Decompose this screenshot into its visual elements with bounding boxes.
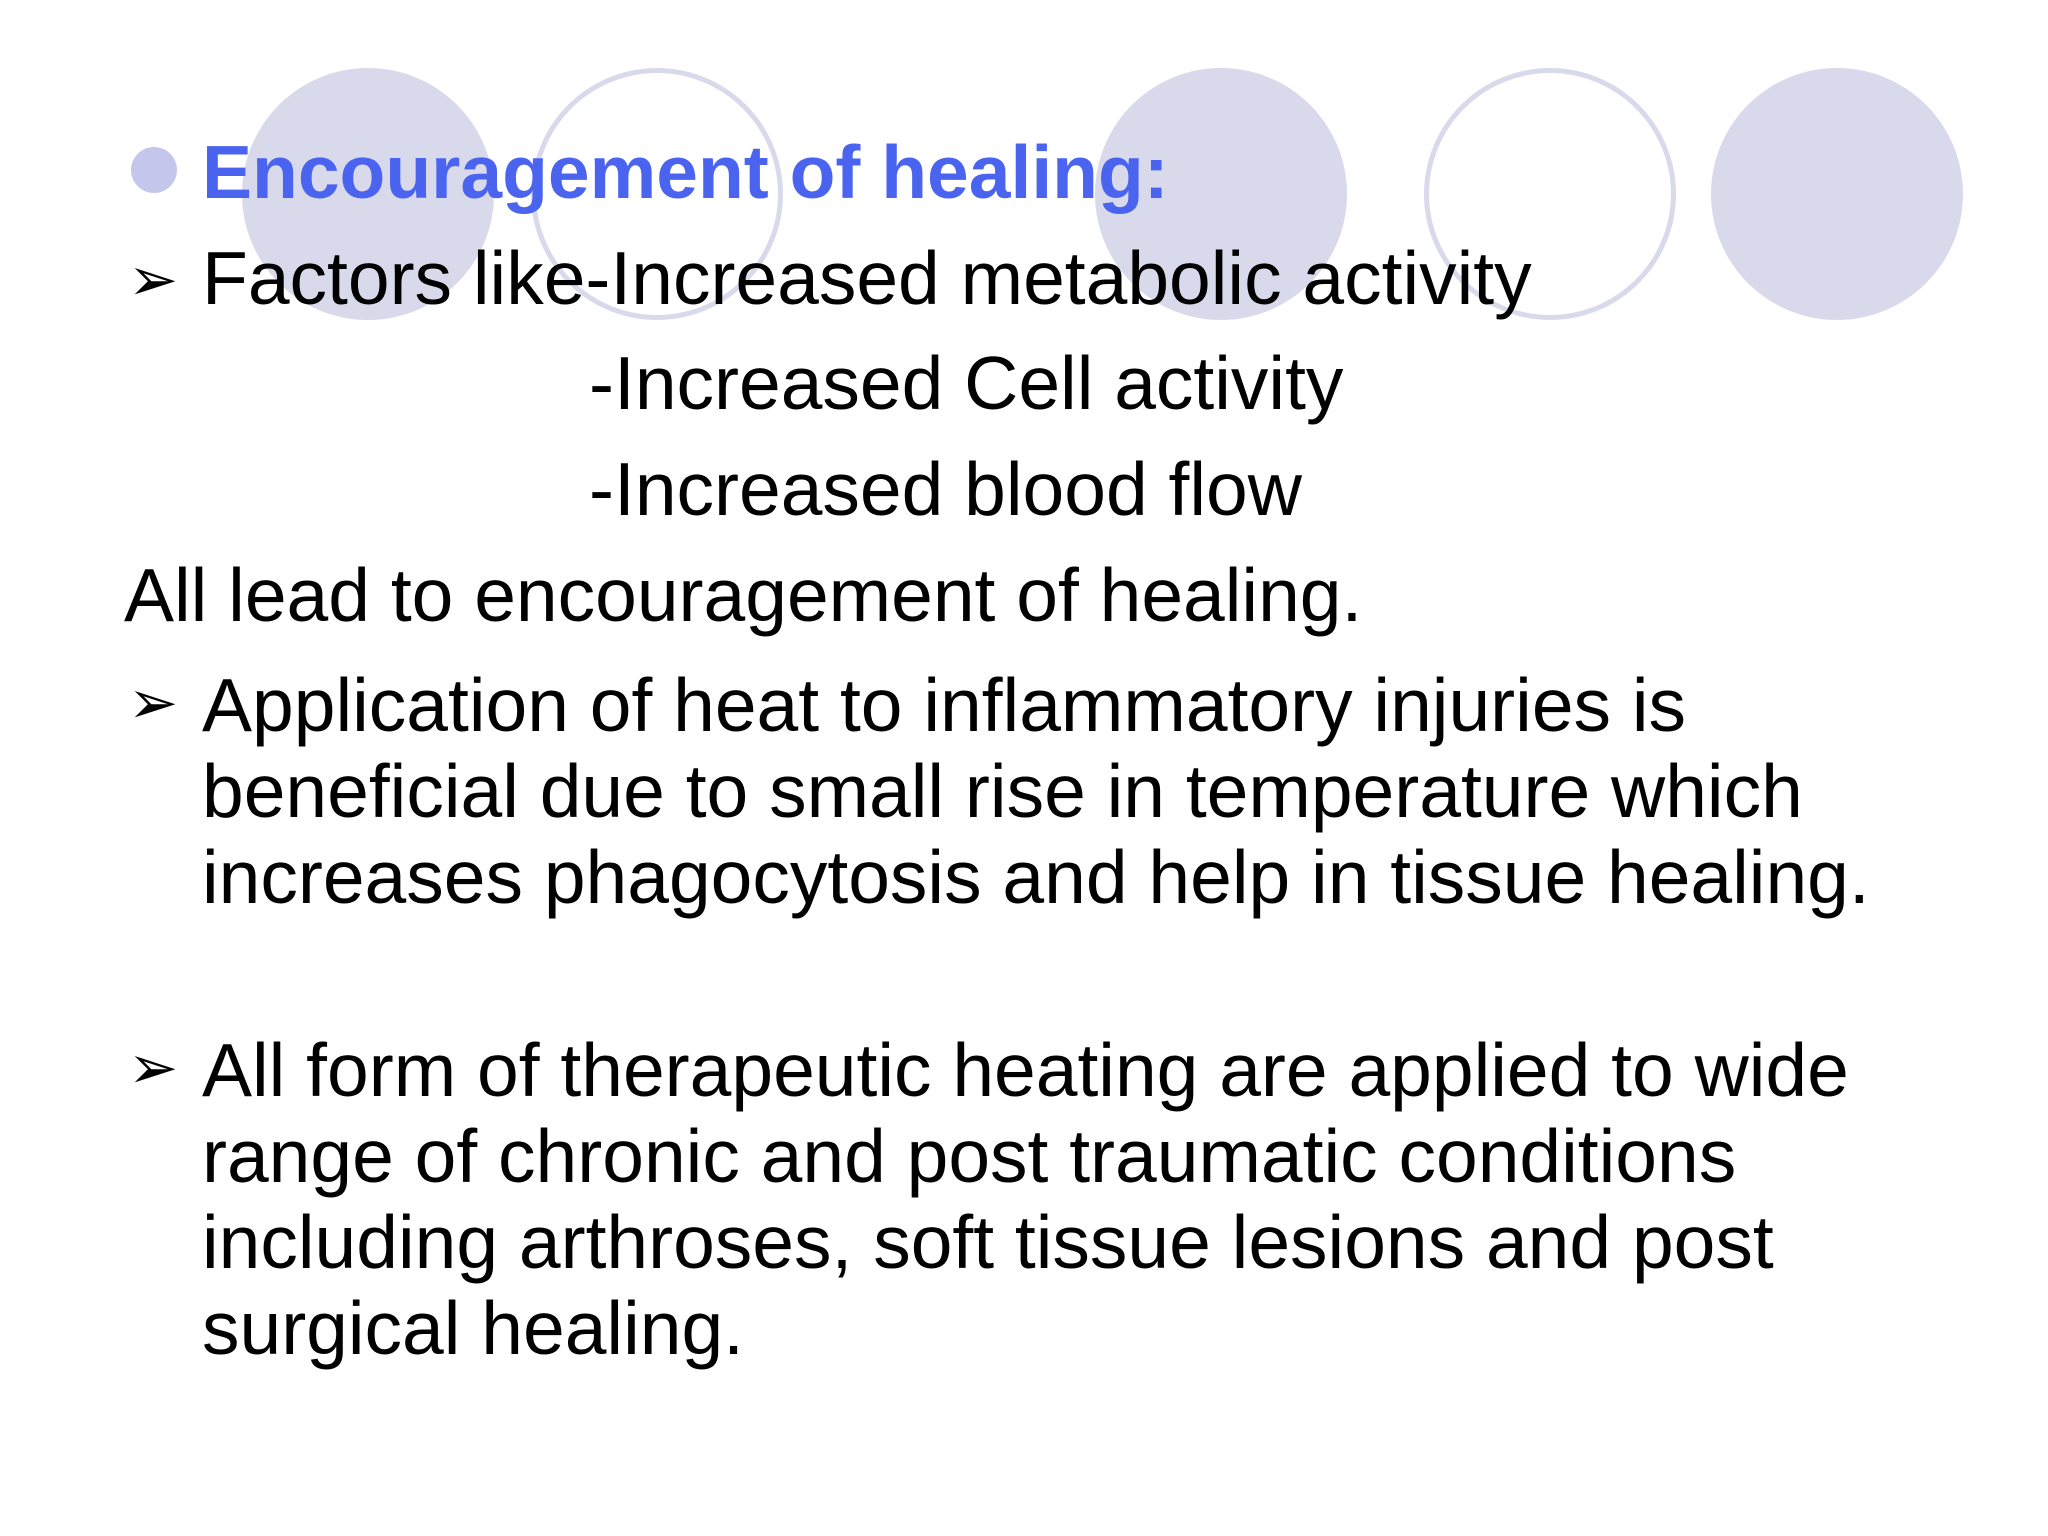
arrowhead-bullet-icon: ➢ <box>128 668 179 738</box>
bullet-heat-application: Application of heat to inflammatory injuries is beneficial due to small rise in temperature which increases phagocytosis and help in tissue healing. <box>202 663 1870 919</box>
arrowhead-bullet-icon: ➢ <box>128 1033 179 1103</box>
summary-line: All lead to encouragement of healing. <box>124 553 1363 637</box>
slide-heading: Encouragement of healing: <box>202 130 1169 214</box>
arrowhead-bullet-icon: ➢ <box>128 245 179 315</box>
circle-bullet-icon <box>131 147 177 193</box>
factor-blood-flow: -Increased blood flow <box>589 447 1302 531</box>
factor-cell-activity: -Increased Cell activity <box>589 341 1344 425</box>
bullet-therapeutic-heating: All form of therapeutic heating are applied to wide range of chronic and post traumatic conditions including arthroses, soft tissue lesions and post surgical healing. <box>202 1028 1849 1370</box>
factors-line: Factors like-Increased metabolic activity <box>202 236 1532 320</box>
